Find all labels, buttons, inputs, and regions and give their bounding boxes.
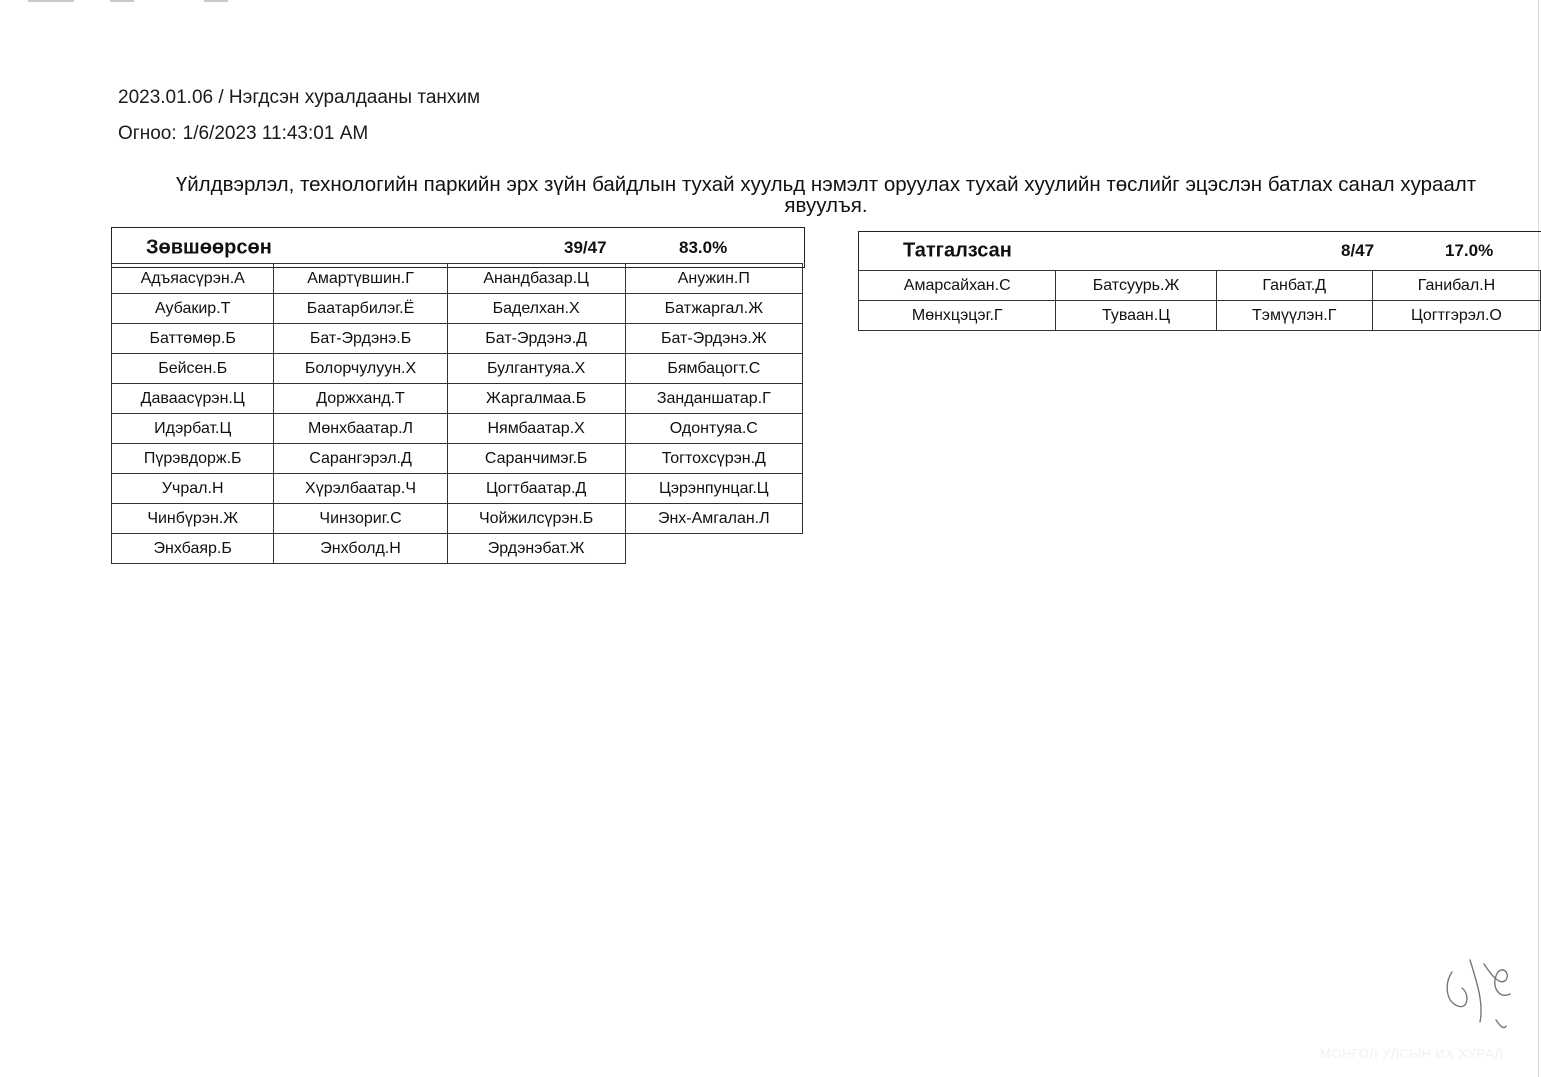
member-name: Энх-Амгалан.Л [625, 504, 802, 534]
session-header: 2023.01.06 / Нэгдсэн хуралдааны танхим [118, 87, 481, 108]
table-row [112, 534, 803, 564]
member-name: Анужин.П [625, 264, 802, 294]
member-name: Бат-Эрдэнэ.Б [274, 324, 447, 354]
member-name: Мөнхцэцэг.Г [859, 301, 1056, 331]
member-name: Чойжилсүрэн.Б [447, 504, 625, 534]
approved-count: 39/47 [564, 237, 607, 257]
member-name: Пүрэвдорж.Б [112, 444, 274, 474]
member-name: Ганибал.Н [1372, 271, 1540, 301]
member-name: Цогтгэрэл.О [1372, 301, 1540, 331]
member-name: Идэрбат.Ц [112, 414, 274, 444]
timestamp-label: Огноо: [118, 123, 177, 144]
member-name: Батжаргал.Ж [625, 294, 802, 324]
member-name: Жаргалмаа.Б [447, 384, 625, 414]
member-name: Адъяасүрэн.А [112, 264, 274, 294]
member-name: Цэрэнпунцаг.Ц [625, 474, 802, 504]
member-name: Аубакир.Т [112, 294, 274, 324]
member-name: Энхбаяр.Б [112, 534, 274, 564]
table-row [112, 384, 803, 414]
vote-timestamp [118, 123, 368, 145]
table-row [112, 444, 803, 474]
rejected-label: Татгалзсан [903, 239, 1012, 262]
member-name: Бейсен.Б [112, 354, 274, 384]
timestamp-value: 1/6/2023 11:43:01 AM [182, 123, 369, 144]
table-row [859, 271, 1541, 301]
approved-header [111, 227, 805, 268]
rejected-percent: 17.0% [1445, 241, 1494, 260]
approved-members-table [111, 263, 803, 564]
member-name: Амарсайхан.С [859, 271, 1056, 301]
table-row [112, 474, 803, 504]
approved-percent: 83.0% [679, 237, 728, 257]
member-name: Сарангэрэл.Д [274, 444, 447, 474]
member-name: Ганбат.Д [1216, 271, 1372, 301]
table-row [859, 301, 1541, 331]
approved-label: Зөвшөөрсөн [146, 236, 272, 258]
vote-title: Үйлдвэрлэл, технологийн паркийн эрх зүйн байдлын тухай хуульд нэмэлт оруулах тухай хуулийн төслийг эцэслэн батлах санал хураалт явуулъя. [175, 173, 1477, 217]
member-name: Баделхан.Х [447, 294, 625, 324]
member-name: Тэмүүлэн.Г [1216, 301, 1372, 331]
member-name: Учрал.Н [112, 474, 274, 504]
member-name: Булгантуяа.Х [447, 354, 625, 384]
member-name: Баттөмөр.Б [112, 324, 274, 354]
member-name: Энхболд.Н [274, 534, 447, 564]
member-name: Мөнхбаатар.Л [274, 414, 447, 444]
member-name: Саранчимэг.Б [447, 444, 625, 474]
table-row [112, 354, 803, 384]
member-name: Одонтуяа.С [625, 414, 802, 444]
handwritten-signature [1440, 950, 1520, 1040]
member-name: Занданшатар.Г [625, 384, 802, 414]
member-name: Эрдэнэбат.Ж [447, 534, 625, 564]
member-name: Даваасүрэн.Ц [112, 384, 274, 414]
table-row [112, 414, 803, 444]
member-name: Болорчулуун.Х [274, 354, 447, 384]
member-name: Анандбазар.Ц [447, 264, 625, 294]
watermark-text: МОНГОЛ УЛСЫН ИХ ХУРАЛ [1320, 1046, 1504, 1061]
rejected-count: 8/47 [1341, 241, 1375, 260]
member-name: Доржханд.Т [274, 384, 447, 414]
member-name: Амартүвшин.Г [274, 264, 447, 294]
rejected-header [858, 231, 1541, 271]
member-name: Бат-Эрдэнэ.Д [447, 324, 625, 354]
table-row [112, 264, 803, 294]
scan-top-marks [28, 0, 238, 3]
member-name: Чинбүрэн.Ж [112, 504, 274, 534]
table-row [112, 294, 803, 324]
member-name: Батсуурь.Ж [1056, 271, 1216, 301]
member-name: Тогтохсүрэн.Д [625, 444, 802, 474]
member-name: Хүрэлбаатар.Ч [274, 474, 447, 504]
member-name: Чинзориг.С [274, 504, 447, 534]
rejected-members-table [858, 270, 1541, 331]
member-name: Баатарбилэг.Ё [274, 294, 447, 324]
table-row [112, 324, 803, 354]
table-row [112, 504, 803, 534]
member-name: Бат-Эрдэнэ.Ж [625, 324, 802, 354]
empty-cell [625, 534, 802, 564]
member-name: Нямбаатар.Х [447, 414, 625, 444]
member-name: Цогтбаатар.Д [447, 474, 625, 504]
member-name: Туваан.Ц [1056, 301, 1216, 331]
member-name: Бямбацогт.С [625, 354, 802, 384]
scan-edge-line [1538, 0, 1539, 1077]
